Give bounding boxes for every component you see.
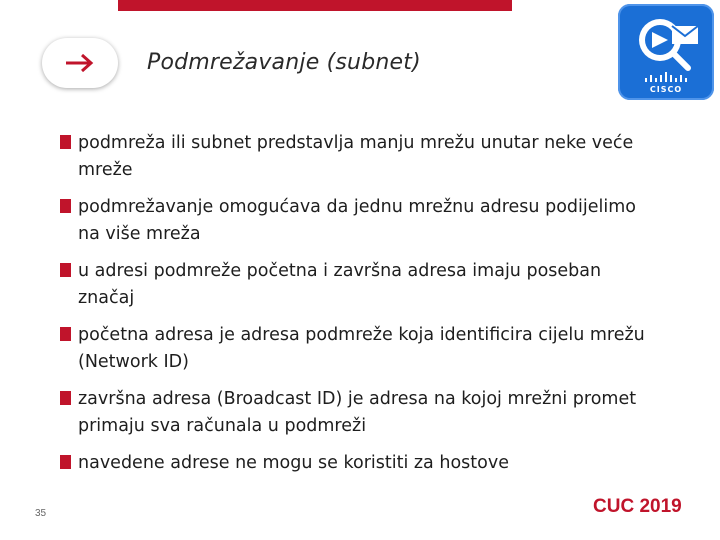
slide-number: 35: [35, 508, 47, 519]
bullet-item: [58, 322, 658, 376]
bullet-marker-icon: [60, 199, 71, 213]
bullet-item: [58, 450, 658, 477]
bullet-text: navedene adrese ne mogu se koristiti za hostove: [78, 453, 509, 473]
cisco-logo-text: CISCO: [649, 85, 683, 94]
bullet-text: podmrežavanje omogućava da jednu mrežnu adresu podijelimo na više mreža: [78, 197, 636, 244]
bullet-marker-icon: [60, 327, 71, 341]
cisco-packet-tracer-logo: [618, 4, 714, 100]
bullet-list: [58, 130, 658, 487]
arrow-badge: [42, 38, 118, 88]
slide-title: Podmrežavanje (subnet): [147, 50, 421, 75]
bullet-text: početna adresa je adresa podmreže koja identificira cijelu mrežu (Network ID): [78, 325, 645, 372]
bullet-text: završna adresa (Broadcast ID) je adresa na kojoj mrežni promet primaju sva računala u podmreži: [78, 389, 637, 436]
bullet-marker-icon: [60, 391, 71, 405]
arrow-right-icon: [64, 52, 96, 74]
bullet-item: [58, 130, 658, 184]
footer-label: CUC 2019: [593, 496, 682, 517]
bullet-item: [58, 386, 658, 440]
bullet-marker-icon: [60, 135, 71, 149]
bullet-marker-icon: [60, 263, 71, 277]
bullet-marker-icon: [60, 455, 71, 469]
bullet-item: [58, 194, 658, 248]
top-accent-bar: [118, 0, 512, 11]
bullet-text: podmreža ili subnet predstavlja manju mrežu unutar neke veće mreže: [78, 133, 634, 180]
bullet-text: u adresi podmreže početna i završna adresa imaju poseban značaj: [78, 261, 602, 308]
bullet-item: [58, 258, 658, 312]
